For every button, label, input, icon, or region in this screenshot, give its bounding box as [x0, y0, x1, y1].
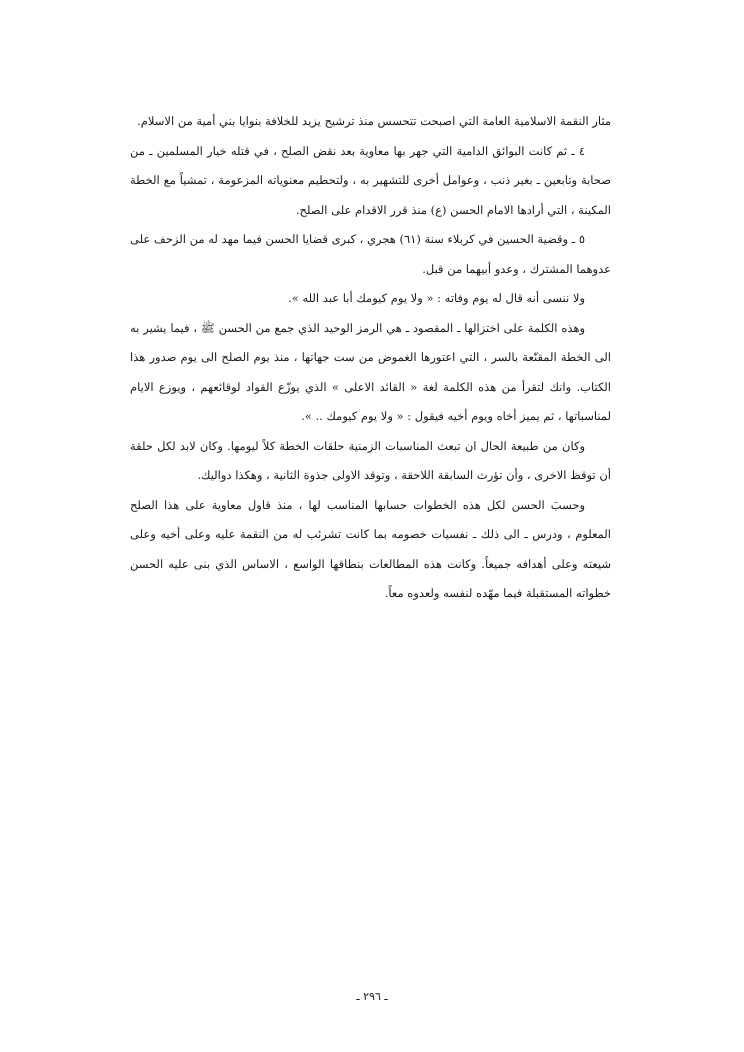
- paragraph-4: ولا ننسى أنه قال له يوم وفاته : « ولا يوم كيومك أبا عبد الله ».: [288, 291, 585, 305]
- paragraph-7: وحسبَ الحسن لكل هذه الخطوات حسابها المناسب لها ، منذ قاول معاوية على هذا الصلح المعلوم ، ودرس ـ الى ذلك ـ نفسيات خصومه بما كانت تشرئب له من النقمة عليه وعلى أخيه وعلى شيعته وعلى أهدافه جميعاً. وكانت هذه المطالعات بنطاقها الواسع ، الاساس الذي بنى عليه الحسن خطواته المستقبلة فيما مهّده لنفسه ولعدوه معاً.: [130, 497, 611, 600]
- paragraph-1: مثار النقمة الاسلامية العامة التي اصبحت تتحسس منذ ترشيح يزيد للخلافة بنوايا بني أمية من الاسلام.: [137, 114, 611, 128]
- paragraph-3: ٥ ـ وقضية الحسين في كربلاء سنة (٦١) هجري ، كبرى قضايا الحسن فيما مهد له من الزحف على عدوهما المشترك ، وعدو أبيهما من قبل.: [130, 232, 611, 276]
- paragraph-5: وهذه الكلمة على اختزالها ـ المقصود ـ هي الرمز الوحيد الذي جمع من الحسن ﷺ ، فيما يشير به الى الخطة المقنّعة بالسر ، التي اعتورها الغموض من ست جهاتها ، منذ يوم الصلح الى يوم صدور هذا الكتاب. وانك لتقرأ من هذه الكلمة لغة « القائد الاعلى » الذي يوزّع القواد لوقائعهم ، ويوزع الايام لمناسباتها ، ثم يميز أخاه ويوم أخيه فيقول : « ولا يوم كيومك .. ».: [130, 320, 611, 423]
- page-number: ـ ٢٩٦ ـ: [356, 990, 388, 1003]
- paragraph-2: ٤ ـ ثم كانت البوائق الدامية التي جهر بها معاوية بعد نقض الصلح ، في قتله خيار المسلمين ـ من صحابة وتابعين ـ بغير ذنب ، وعوامل أخرى للتشهير به ، ولتحطيم معنوياته المزعومة ، تمشياً مع الخطة المكينة ، التي أرادها الامام الحسن (ع) منذ قرر الاقدام على الصلح.: [130, 143, 611, 217]
- page-body: [130, 107, 611, 609]
- paragraph-6: وكان من طبيعة الحال ان تبعث المناسبات الزمنية حلقات الخطة كلاً ليومها. وكان لابد لكل حلقة أن توقظ الاخرى ، وأن تؤرث السابقة اللاحقة ، وتوقد الاولى جذوة الثانية ، وهكذا دواليك.: [130, 438, 611, 482]
